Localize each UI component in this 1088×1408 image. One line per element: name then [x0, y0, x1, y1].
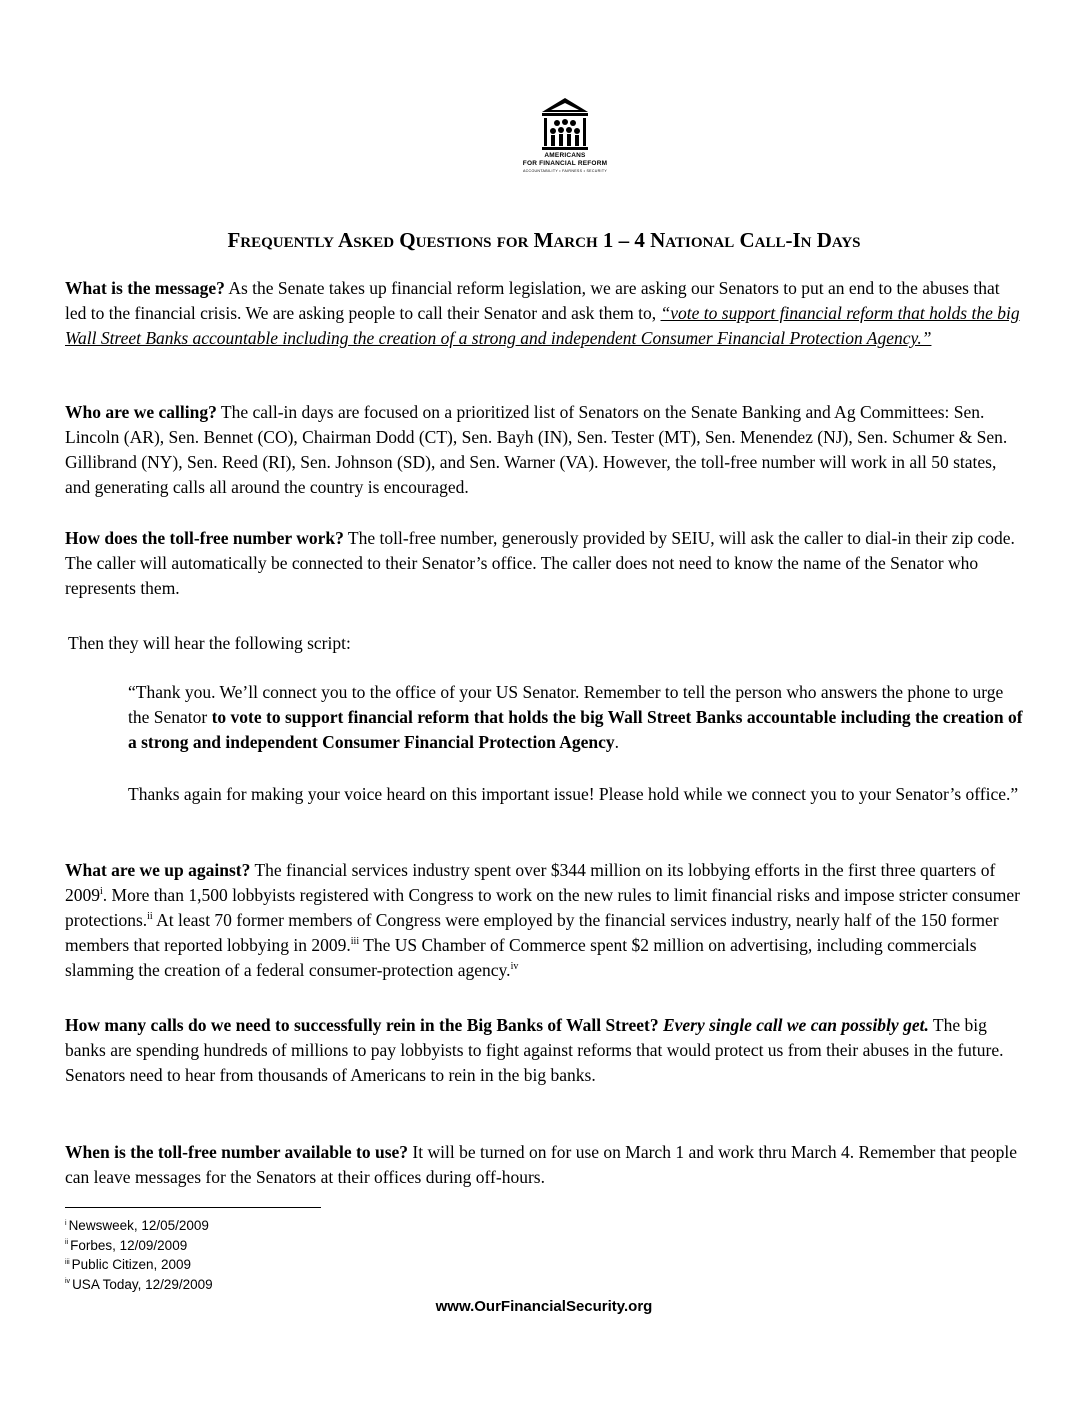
footnote-mark: iv	[65, 1278, 71, 1285]
footnote-divider	[65, 1207, 321, 1208]
question-label: How many calls do we need to successfully rein in the Big Banks of Wall Street?	[65, 1015, 659, 1035]
footnote-ref: iii	[350, 936, 360, 948]
answer-text: The toll-free number, generously provided by SEIU, will ask the caller to dial-in their zip code. The caller will automatically be connected to their Senator’s office. The caller does not need to know the name of the Senator who represents them.	[65, 528, 1015, 598]
answer-text: The financial services industry spent over $344 million on its lobbying efforts in the first three quarters of 2009	[65, 860, 996, 905]
question-label: When is the toll-free number available to use?	[65, 1142, 409, 1162]
footnote-item	[65, 1216, 213, 1236]
answer-text: It will be turned on for use on March 1 and work thru March 4. Remember that people can leave messages for the Senators at their offices during off-hours.	[65, 1142, 1017, 1187]
logo-line2: FOR FINANCIAL REFORM	[522, 160, 608, 167]
answer-text: The big banks are spending hundreds of millions to pay lobbyists to fight against reforms that would protect us from their abuses in the future. Senators need to hear from thousands of Americans to rein in the big banks.	[65, 1015, 1004, 1085]
footnotes	[65, 1216, 213, 1294]
faq-item-message	[65, 276, 1025, 351]
answer-emphasis: Every single call we can possibly get.	[658, 1015, 929, 1035]
faq-item-toll-free	[65, 526, 1025, 601]
faq-item-calling	[65, 400, 1025, 500]
question-label: What are we up against?	[65, 860, 251, 880]
script-text-end: .	[614, 732, 620, 752]
website-url: www.OurFinancialSecurity.org	[435, 1298, 653, 1315]
footnote-ref: i	[100, 886, 103, 898]
footnote-mark: iii	[65, 1258, 70, 1266]
footnote-item	[65, 1275, 213, 1295]
call-script-quote: “vote to support financial reform that holds the big Wall Street Banks accountable including the creation of a strong and independent Consumer Financial Protection Agency.”	[65, 303, 1020, 348]
question-label: How does the toll-free number work?	[65, 528, 344, 548]
script-paragraph-1	[128, 680, 1028, 755]
footnote-ref: ii	[147, 911, 153, 923]
footnote-text: Public Citizen, 2009	[71, 1257, 191, 1272]
script-intro: Then they will hear the following script:	[68, 633, 351, 653]
footnote-ref: iv	[510, 961, 519, 973]
logo-tagline: ACCOUNTABILITY • FAIRNESS • SECURITY	[522, 169, 608, 173]
footnote-text: Forbes, 12/09/2009	[70, 1237, 188, 1253]
answer-text: The call-in days are focused on a prioritized list of Senators on the Senate Banking and Ag Committees: Sen. Lincoln (AR), Sen. Bennet (CO), Chairman Dodd (CT), Sen. Bayh (IN), Sen. Tester (MT), Sen. Menendez (NJ), Sen. Schumer & Sen. Gillibrand (NY), Sen. Reed (RI), Sen. Johnson (SD), and Sen. Warner (VA). However, the toll-free number will work in all 50 states, and generating calls all around the country is encouraged.	[65, 402, 1008, 497]
footnote-item	[65, 1255, 213, 1275]
question-label: What is the message?	[65, 278, 225, 298]
faq-item-against	[65, 858, 1025, 983]
faq-item-calls-needed	[65, 1013, 1025, 1088]
footnote-mark: i	[65, 1219, 67, 1227]
question-label: Who are we calling?	[65, 402, 217, 422]
script-bold-text: to vote to support financial reform that holds the big Wall Street Banks accountable including the creation of a strong and independent Consumer Financial Protection Agency	[128, 707, 1023, 752]
answer-text: As the Senate takes up financial reform legislation, we are asking our Senators to put an end to the abuses that led to the financial crisis. We are asking people to call their Senator and ask them to,	[65, 278, 1000, 323]
answer-text: The US Chamber of Commerce spent $2 million on advertising, including commercials slamming the creation of a federal consumer-protection agency.	[65, 935, 977, 980]
answer-text: . More than 1,500 lobbyists registered with Congress to work on the new rules to limit financial risks and impose stricter consumer protections.	[65, 885, 1020, 930]
columned-building-people-icon	[539, 96, 591, 152]
page-title: Frequently Asked Questions for March 1 – 4 National Call-In Days	[227, 228, 861, 252]
faq-item-availability	[65, 1140, 1025, 1190]
footnote-mark: ii	[65, 1239, 69, 1246]
footnote-text: Newsweek, 12/05/2009	[68, 1218, 209, 1233]
footnote-text: USA Today, 12/29/2009	[72, 1276, 213, 1292]
answer-text: At least 70 former members of Congress were employed by the financial services industry, nearly half of the 150 former members that reported lobbying in 2009.	[65, 910, 999, 955]
footnote-item	[65, 1236, 213, 1256]
script-paragraph-2: Thanks again for making your voice heard on this important issue! Please hold while we connect you to your Senator’s office.”	[128, 784, 1019, 804]
script-text: “Thank you. We’ll connect you to the office of your US Senator. Remember to tell the person who answers the phone to urge the Senator	[128, 682, 1004, 727]
logo	[505, 96, 625, 192]
logo-line1: AMERICANS	[544, 152, 586, 159]
